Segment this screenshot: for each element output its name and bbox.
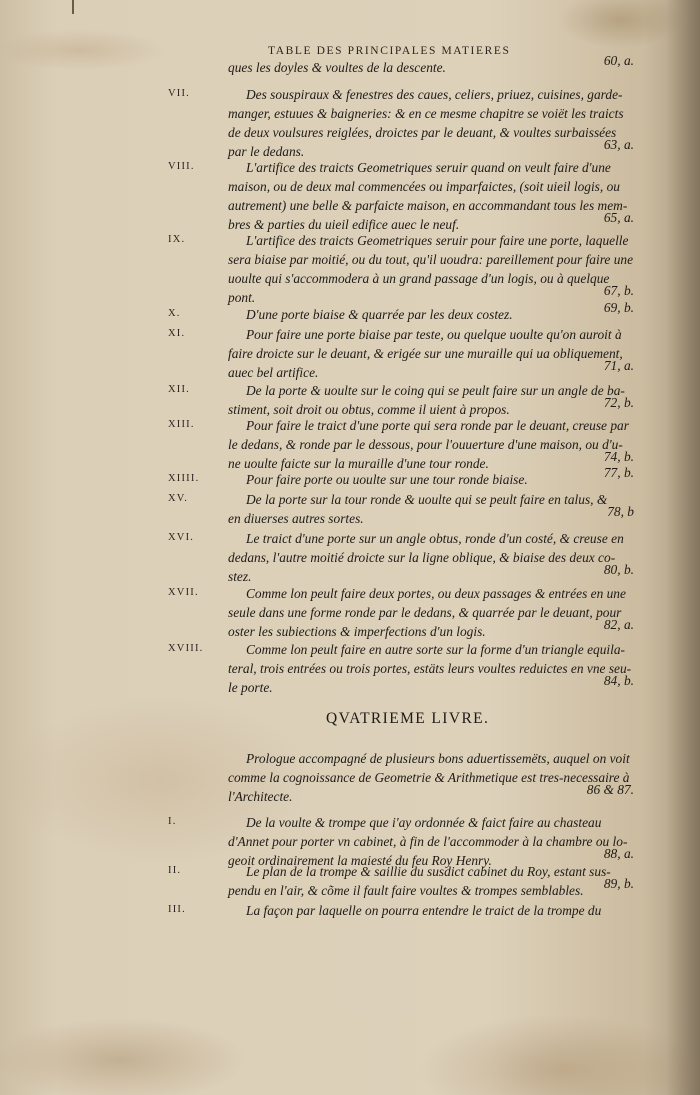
chapter-number: XVIII. (168, 643, 204, 654)
folio-reference: 74, b. (603, 449, 634, 464)
chapter-number: VIII. (168, 161, 195, 172)
entry-text-line: par le dedans. (228, 144, 305, 159)
entry-text-line: D'une porte biaise & quarrée par les deux costez. (246, 307, 513, 322)
entry-text-line: ques les doyles & voultes de la descente. (228, 60, 446, 75)
folio-reference: 88, a. (603, 846, 634, 861)
entry-text-line: auec bel artifice. (228, 365, 319, 380)
entry-text-line: le porte. (228, 680, 273, 695)
entry-text-line: Le traict d'une porte sur un angle obtus, ronde d'un costé, & creuse en (246, 531, 624, 546)
binding-mark (72, 0, 74, 14)
entry-text-line: l'Architecte. (228, 789, 293, 804)
running-head: TABLE DES PRINCIPALES MATIERES (268, 45, 511, 57)
chapter-number: II. (168, 865, 182, 876)
entry-text-line: teral, trois entrées ou trois portes, estäts leurs voultes reduictes en vne seu- (228, 661, 632, 676)
folio-reference: 89, b. (603, 876, 634, 891)
chapter-number: XI. (168, 328, 186, 339)
chapter-number: XVII. (168, 587, 199, 598)
entry-text-line: manger, estuues & baigneries: & en ce mesme chapitre se voiët les traicts (228, 106, 624, 121)
folio-reference: 67, b. (603, 283, 634, 298)
chapter-number: I. (168, 816, 177, 827)
entry-text-line: De la voulte & trompe que i'ay ordonnée & faict faire au chasteau (246, 815, 602, 830)
entry-text-line: Pour faire le traict d'une porte qui sera ronde par le deuant, creuse par (246, 418, 629, 433)
entry-text-line: sera biaise par moitié, ou du tout, qu'il uoudra: pareillement pour faire une (228, 252, 634, 267)
entry-text-line: L'artifice des traicts Geometriques seruir pour faire une porte, laquelle (246, 233, 629, 248)
entry-text-line: Comme lon peult faire deux portes, ou deux passages & entrées en une (246, 586, 626, 601)
entry-text-line: dedans, l'autre moitié droicte sur la ligne oblique, & biaise des deux co- (228, 550, 616, 565)
folio-reference: 72, b. (603, 395, 634, 410)
entry-text-line: pendu en l'air, & cõme il fault faire voultes & trompes semblables. (228, 883, 584, 898)
folio-reference: 78, b (607, 504, 634, 519)
chapter-number: XVI. (168, 532, 195, 543)
entry-text-line: pont. (228, 290, 256, 305)
entry-text-line: d'Annet pour porter vn cabinet, à fin de l'accommoder à la chambre ou lo- (228, 834, 628, 849)
entry-text-line: uoulte qui s'accommodera à un grand passage d'un logis, ou à quelque (228, 271, 610, 286)
chapter-number: XII. (168, 384, 191, 395)
chapter-number: XV. (168, 493, 189, 504)
entry-text-line: stiment, soit droit ou obtus, comme il uient à propos. (228, 402, 510, 417)
entry-text-line: De la porte & uoulte sur le coing qui se peult faire sur un angle de ba- (246, 383, 625, 398)
entry-text-line: seule dans une forme ronde par le dedans, & quarrée par le deuant, pour (228, 605, 622, 620)
entry-text-line: stez. (228, 569, 252, 584)
folio-reference: 60, a. (603, 53, 634, 68)
entry-text-line: Le plan de la trompe & saillie du susdict cabinet du Roy, estant sus- (246, 864, 611, 879)
chapter-number: XIIII. (168, 473, 200, 484)
entry-text-line: de deux voulsures reiglées, droictes par le deuant, & voultes surbaissées (228, 125, 617, 140)
chapter-number: VII. (168, 88, 191, 99)
entry-text-line: Prologue accompagné de plusieurs bons aduertissemëts, auquel on voit (246, 751, 630, 766)
entry-text-line: autrement) une belle & parfaicte maison, en accommandant tous les mem- (228, 198, 628, 213)
entry-text-line: bres & parties du uieil edifice auec le neuf. (228, 217, 460, 232)
folio-reference: 63, a. (603, 137, 634, 152)
entry-text-line: ne uoulte faicte sur la muraille d'une tour ronde. (228, 456, 489, 471)
folio-reference: 86 & 87. (586, 782, 634, 797)
entry-text-line: L'artifice des traicts Geometriques seruir quand on veult faire d'une (246, 160, 611, 175)
entry-text-line: oster les subiections & imperfections d'un logis. (228, 624, 486, 639)
entry-text-line: comme la cognoissance de Geometrie & Arithmetique est tres-necessaire à (228, 770, 630, 785)
entry-text-line: faire droicte sur le deuant, & erigée sur une muraille qui ua obliquement, (228, 346, 623, 361)
folio-reference: 71, a. (603, 358, 634, 373)
folio-reference: 80, b. (603, 562, 634, 577)
folio-reference: 77, b. (603, 465, 634, 480)
section-title: QVATRIEME LIVRE. (326, 710, 490, 727)
entry-text-line: Pour faire une porte biaise par teste, ou quelque uoulte qu'on auroit à (246, 327, 622, 342)
folio-reference: 69, b. (603, 300, 634, 315)
entry-text-line: geoit ordinairement la maiesté du feu Roy Henry. (228, 853, 492, 868)
entry-text-line: le dedans, & ronde par le dessous, pour l'ouuerture d'une maison, ou d'u- (228, 437, 623, 452)
folio-reference: 82, a. (603, 617, 634, 632)
chapter-number: X. (168, 308, 181, 319)
folio-reference: 84, b. (603, 673, 634, 688)
folio-reference: 65, a. (603, 210, 634, 225)
entry-text-line: en diuerses autres sortes. (228, 511, 364, 526)
entry-text-line: Des souspiraux & fenestres des caues, celiers, priuez, cuisines, garde- (246, 87, 623, 102)
entry-text-line: maison, ou de deux mal commencées ou imparfaictes, (soit uieil logis, ou (228, 179, 620, 194)
entry-text-line: De la porte sur la tour ronde & uoulte qui se peult faire en talus, & (246, 492, 608, 507)
entry-text-line: Pour faire porte ou uoulte sur une tour ronde biaise. (246, 472, 528, 487)
entry-text-line: Comme lon peult faire en autre sorte sur la forme d'un triangle equila- (246, 642, 626, 657)
chapter-number: III. (168, 904, 186, 915)
chapter-number: IX. (168, 234, 186, 245)
chapter-number: XIII. (168, 419, 195, 430)
entry-text-line: La façon par laquelle on pourra entendre le traict de la trompe du (246, 903, 602, 918)
page-edge-shadow (666, 0, 700, 1095)
